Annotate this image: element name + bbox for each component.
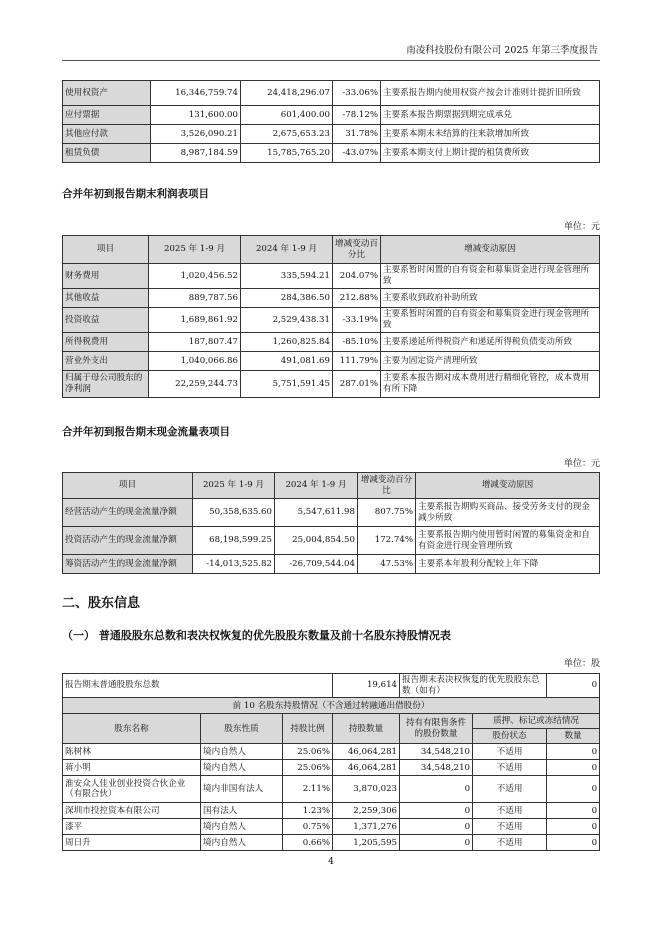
row-label: 投资收益 [63, 308, 149, 333]
shareholder-status: 不适用 [473, 744, 547, 760]
cell-pct: 31.78% [333, 125, 381, 144]
cell-current: 50,358,635.60 [193, 499, 275, 527]
cell-pct: -85.10% [333, 333, 381, 352]
row-label: 所得税费用 [63, 333, 149, 352]
top10-caption: 前 10 名股东持股情况（不含通过转融通出借股份） [63, 698, 600, 714]
cell-prior: 5,547,611.98 [275, 499, 358, 527]
shareholder-qty: 2,259,306 [333, 803, 400, 819]
cell-current: 131,600.00 [151, 106, 241, 125]
shareholder-count: 0 [547, 803, 600, 819]
cell-current: 1,689,861.92 [149, 308, 241, 333]
header-current: 2025 年 1-9 月 [149, 236, 241, 264]
header-reason: 增减变动原因 [416, 473, 600, 499]
header-prior: 2024 年 1-9 月 [275, 473, 358, 499]
cell-current: 1,040,066.86 [149, 352, 241, 371]
row-label: 投资活动产生的现金流量净额 [63, 527, 193, 555]
cell-reason: 主要系报告期内使用暂时闲置的募集资金和自有资金进行现金管理所致 [416, 527, 600, 555]
row-label: 使用权资产 [63, 81, 151, 106]
row-label: 租赁负债 [63, 144, 151, 163]
cashflow-section-title: 合并年初到报告期末现金流量表项目 [62, 426, 230, 438]
header-pledge: 质押、标记或冻结情况 [473, 714, 600, 729]
shareholder-restricted: 34,548,210 [400, 744, 473, 760]
header-item: 项目 [63, 473, 193, 499]
shareholders-table [62, 673, 600, 851]
shareholder-qty: 46,064,281 [333, 760, 400, 776]
page-header: 南凌科技股份有限公司 2025 年第三季度报告 [62, 42, 600, 61]
row-label: 其他应付款 [63, 125, 151, 144]
table-row [63, 819, 600, 835]
shareholder-nature: 境内自然人 [201, 760, 283, 776]
cell-prior: 601,400.00 [241, 106, 333, 125]
row-label: 归属于母公司股东的净利润 [63, 371, 149, 398]
shareholder-qty: 46,064,281 [333, 744, 400, 760]
table-row [63, 144, 600, 163]
cell-current: 1,020,456.52 [149, 264, 241, 289]
cell-pct: -33.06% [333, 81, 381, 106]
cell-current: 187,807.47 [149, 333, 241, 352]
shareholders-unit: 单位：股 [563, 659, 600, 669]
row-label: 经营活动产生的现金流量净额 [63, 499, 193, 527]
cell-prior: 491,081.69 [241, 352, 333, 371]
cashflow-table [62, 472, 600, 574]
cashflow-unit: 单位：元 [563, 459, 600, 469]
table-row [63, 289, 600, 308]
table-row [63, 264, 600, 289]
shareholder-restricted: 34,548,210 [400, 760, 473, 776]
cell-reason: 主要系本报告期对成本费用进行精细化管控，成本费用有所下降 [381, 371, 600, 398]
shareholder-status: 不适用 [473, 803, 547, 819]
table-row [63, 499, 600, 527]
table-row [63, 835, 600, 851]
cell-current: 68,198,599.25 [193, 527, 275, 555]
cell-reason: 主要系暂时闲置的自有资金和募集资金进行现金管理所致 [381, 308, 600, 333]
preferred-shareholders-value: 0 [547, 674, 600, 698]
cell-pct: 172.74% [358, 527, 416, 555]
table-row [63, 776, 600, 803]
shareholder-restricted: 0 [400, 819, 473, 835]
table-row [63, 371, 600, 398]
cell-current: 16,346,759.74 [151, 81, 241, 106]
header-restricted: 持有有限售条件的股份数量 [400, 714, 473, 744]
shareholder-ratio: 1.23% [283, 803, 333, 819]
income-unit: 单位：元 [563, 222, 600, 232]
balance-sheet-table [62, 80, 600, 163]
shareholder-status: 不适用 [473, 835, 547, 851]
shareholder-ratio: 25.06% [283, 744, 333, 760]
shareholder-status: 不适用 [473, 760, 547, 776]
page-number: 4 [328, 857, 334, 867]
header-ratio: 持股比例 [283, 714, 333, 744]
table-row [63, 308, 600, 333]
table-row [63, 527, 600, 555]
cell-prior: 1,260,825.84 [241, 333, 333, 352]
table-header-row [63, 714, 600, 729]
cell-prior: 5,751,591.45 [241, 371, 333, 398]
shareholder-qty: 1,371,276 [333, 819, 400, 835]
header-item: 项目 [63, 236, 149, 264]
cell-current: 3,526,090.21 [151, 125, 241, 144]
cell-prior: 24,418,296.07 [241, 81, 333, 106]
row-label: 应付票据 [63, 106, 151, 125]
shareholder-nature: 国有法人 [201, 803, 283, 819]
shareholder-nature: 境内自然人 [201, 835, 283, 851]
cell-current: 8,987,184.59 [151, 144, 241, 163]
shareholder-qty: 1,205,595 [333, 835, 400, 851]
cell-pct: 111.79% [333, 352, 381, 371]
header-nature: 股东性质 [201, 714, 283, 744]
cell-reason: 主要系收到政府补助所致 [381, 289, 600, 308]
shareholder-name: 深圳市投控资本有限公司 [63, 803, 201, 819]
row-label: 筹资活动产生的现金流量净额 [63, 555, 193, 574]
shareholder-qty: 3,870,023 [333, 776, 400, 803]
cell-pct: 212.88% [333, 289, 381, 308]
shareholder-ratio: 25.06% [283, 760, 333, 776]
section-heading: 二、股东信息 [62, 596, 141, 611]
cell-reason: 主要系本期末未结算的往来款增加所致 [381, 125, 600, 144]
shareholder-count: 0 [547, 776, 600, 803]
shareholder-name: 周日升 [63, 835, 201, 851]
table-header-row [63, 236, 600, 264]
shareholder-status: 不适用 [473, 819, 547, 835]
cell-prior: 2,675,653.23 [241, 125, 333, 144]
table-row [63, 803, 600, 819]
shareholders-heading: （一） 普通股股东总数和表决权恢复的优先股股东数量及前十名股东持股情况表 [62, 629, 451, 642]
income-section-title: 合并年初到报告期末利润表项目 [62, 188, 209, 200]
header-prior: 2024 年 1-9 月 [241, 236, 333, 264]
header-current: 2025 年 1-9 月 [193, 473, 275, 499]
cell-pct: 47.53% [358, 555, 416, 574]
shareholder-count: 0 [547, 819, 600, 835]
cell-prior: -26,709,544.04 [275, 555, 358, 574]
shareholder-name: 漆平 [63, 819, 201, 835]
shareholder-count: 0 [547, 760, 600, 776]
cell-pct: -33.19% [333, 308, 381, 333]
table-row [63, 125, 600, 144]
cell-reason: 主要系本报告期票据到期完成承兑 [381, 106, 600, 125]
cell-reason: 主要为固定资产清理所致 [381, 352, 600, 371]
header-count: 数量 [547, 729, 600, 744]
shareholder-ratio: 2.11% [283, 776, 333, 803]
cell-reason: 主要系本年股利分配较上年下降 [416, 555, 600, 574]
cell-pct: 204.07% [333, 264, 381, 289]
cell-current: -14,013,525.82 [193, 555, 275, 574]
shareholder-nature: 境内自然人 [201, 744, 283, 760]
cell-reason: 主要系本期支付上期计提的租赁费所致 [381, 144, 600, 163]
shareholder-nature: 境内非国有法人 [201, 776, 283, 803]
total-shareholders-label: 报告期末普通股股东总数 [63, 674, 333, 698]
preferred-shareholders-label: 报告期末表决权恢复的优先股股东总数（如有） [400, 674, 547, 698]
header-name: 股东名称 [63, 714, 201, 744]
header-status: 股份状态 [473, 729, 547, 744]
cell-current: 889,787.56 [149, 289, 241, 308]
shareholder-name: 陈树林 [63, 744, 201, 760]
table-row [63, 698, 600, 714]
shareholder-restricted: 0 [400, 835, 473, 851]
shareholder-restricted: 0 [400, 776, 473, 803]
table-row [63, 106, 600, 125]
cell-reason: 主要系报告期内使用权资产按会计准则计提折旧所致 [381, 81, 600, 106]
shareholder-name: 蒋小明 [63, 760, 201, 776]
cell-reason: 主要系暂时闲置的自有资金和募集资金进行现金管理所致 [381, 264, 600, 289]
shareholder-restricted: 0 [400, 803, 473, 819]
row-label: 营业外支出 [63, 352, 149, 371]
table-row [63, 760, 600, 776]
cell-prior: 2,529,438.31 [241, 308, 333, 333]
table-row [63, 333, 600, 352]
cell-pct: 807.75% [358, 499, 416, 527]
cell-pct: -43.07% [333, 144, 381, 163]
shareholder-name: 淮安众人佳业创业投资合伙企业（有限合伙） [63, 776, 201, 803]
cell-reason: 主要系递延所得税资产和递延所得税负债变动所致 [381, 333, 600, 352]
cell-pct: -78.12% [333, 106, 381, 125]
table-row [63, 674, 600, 698]
shareholder-status: 不适用 [473, 776, 547, 803]
cell-prior: 15,785,765.20 [241, 144, 333, 163]
table-row [63, 352, 600, 371]
header-reason: 增减变动原因 [381, 236, 600, 264]
cell-prior: 25,004,854.50 [275, 527, 358, 555]
row-label: 财务费用 [63, 264, 149, 289]
shareholder-count: 0 [547, 835, 600, 851]
cell-prior: 335,594.21 [241, 264, 333, 289]
income-table [62, 235, 600, 398]
cell-prior: 284,386.50 [241, 289, 333, 308]
cell-current: 22,259,244.73 [149, 371, 241, 398]
shareholder-ratio: 0.75% [283, 819, 333, 835]
table-row [63, 81, 600, 106]
cell-reason: 主要系报告期购买商品、接受劳务支付的现金减少所致 [416, 499, 600, 527]
table-row [63, 555, 600, 574]
cell-pct: 287.01% [333, 371, 381, 398]
shareholder-nature: 境内自然人 [201, 819, 283, 835]
table-header-row [63, 473, 600, 499]
header-pct: 增减变动百分比 [358, 473, 416, 499]
total-shareholders-value: 19,614 [333, 674, 400, 698]
header-pct: 增减变动百分比 [333, 236, 381, 264]
row-label: 其他收益 [63, 289, 149, 308]
shareholder-ratio: 0.66% [283, 835, 333, 851]
table-row [63, 744, 600, 760]
shareholder-count: 0 [547, 744, 600, 760]
header-qty: 持股数量 [333, 714, 400, 744]
